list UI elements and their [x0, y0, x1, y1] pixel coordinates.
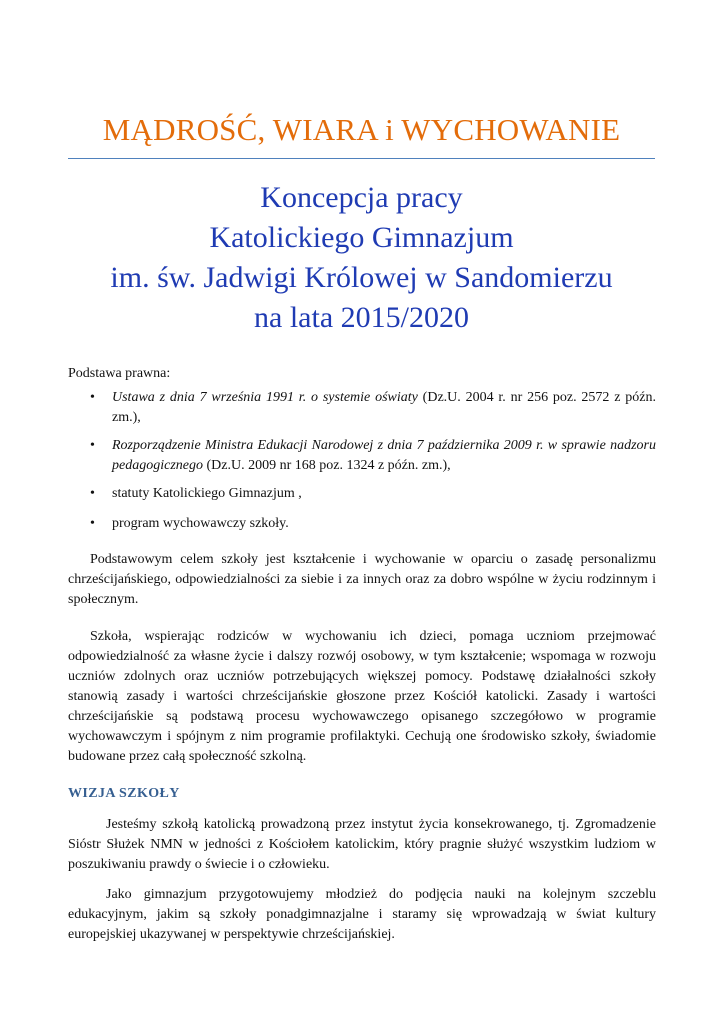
- title-line-3: im. św. Jadwigi Królowej w Sandomierzu: [110, 261, 613, 294]
- bullet-icon: •: [90, 516, 95, 531]
- paragraph-vision-2: Jako gimnazjum przygotowujemy młodzież do podjęcia nauki na kolejnym szczeblu edukacyjnym, jakim są szkoły ponadgimnazjalne i staramy się wprowadzają w świat kultury europejskiej ukazywanej w perspektywie chrześcijańskiej.: [68, 887, 656, 942]
- list-item-text: program wychowawczy szkoły.: [112, 516, 289, 531]
- document-title: [40, 178, 683, 338]
- list-item: [68, 514, 656, 534]
- list-item: [68, 436, 656, 476]
- list-item-text: (Dz.U. 2009 nr 168 poz. 1324 z późn. zm.),: [202, 458, 451, 473]
- list-item: [68, 484, 656, 504]
- list-item-text: statuty Katolickiego Gimnazjum ,: [112, 486, 302, 501]
- bullet-icon: •: [90, 486, 95, 501]
- title-line-2: Katolickiego Gimnazjum: [209, 221, 514, 254]
- legal-basis-list: [68, 388, 656, 542]
- section-heading-vision: WIZJA SZKOŁY: [68, 786, 180, 801]
- bullet-icon: •: [90, 390, 95, 405]
- heading-divider: [68, 158, 655, 159]
- paragraph-school-mission: Szkoła, wspierając rodziców w wychowaniu ich dzieci, pomaga uczniom przejmować odpowiedzialność za własne życie i dalszy rozwój osobowy, w tym kształcenie; wspomaga w rozwoju uczniów zdolnych oraz uczniów potrzebujących większej pomocy. Podstawę działalności szkoły stanowią zasady i wartości chrześcijańskie głoszone przez Kościół katolicki. Zasady i wartości chrześcijańskie są podstawą procesu wychowawczego opisanego szczegółowo w programie wychowawczym i spójnym z nim programie profilaktyki. Cechują one środowisko szkoły, świadomie budowane przez całą społeczność szkolną.: [68, 629, 656, 764]
- list-item-italic: Rozporządzenie Ministra Edukacji Narodowej z dnia 7 października 2009 r. w sprawie nadzoru pedagogicznego: [112, 438, 656, 473]
- paragraph-vision-1: Jesteśmy szkołą katolicką prowadzoną przez instytut życia konsekrowanego, tj. Zgromadzenie Sióstr Służek NMN w jedności z Kościołem katolickim, który pragnie służyć wszystkim ludziom w poszukiwaniu prawdy o świecie i o człowieku.: [68, 817, 656, 872]
- paragraph-goal: Podstawowym celem szkoły jest kształcenie i wychowanie w oparciu o zasadę personalizmu chrześcijańskiego, odpowiedzialności za siebie i za innych oraz za dobro wspólne w życiu rodzinnym i społecznym.: [68, 552, 656, 607]
- list-item-italic: Ustawa z dnia 7 września 1991 r. o systemie oświaty: [112, 390, 418, 405]
- legal-basis-label: Podstawa prawna:: [68, 366, 171, 381]
- list-item-text: (Dz.U. 2004 r. nr 256 poz. 2572 z późn. zm.),: [112, 390, 656, 425]
- title-line-1: Koncepcja pracy: [260, 181, 463, 214]
- motto-heading: MĄDROŚĆ, WIARA i WYCHOWANIE: [102, 112, 621, 147]
- title-line-4: na lata 2015/2020: [254, 301, 469, 334]
- list-item: [68, 388, 656, 428]
- bullet-icon: •: [90, 438, 95, 453]
